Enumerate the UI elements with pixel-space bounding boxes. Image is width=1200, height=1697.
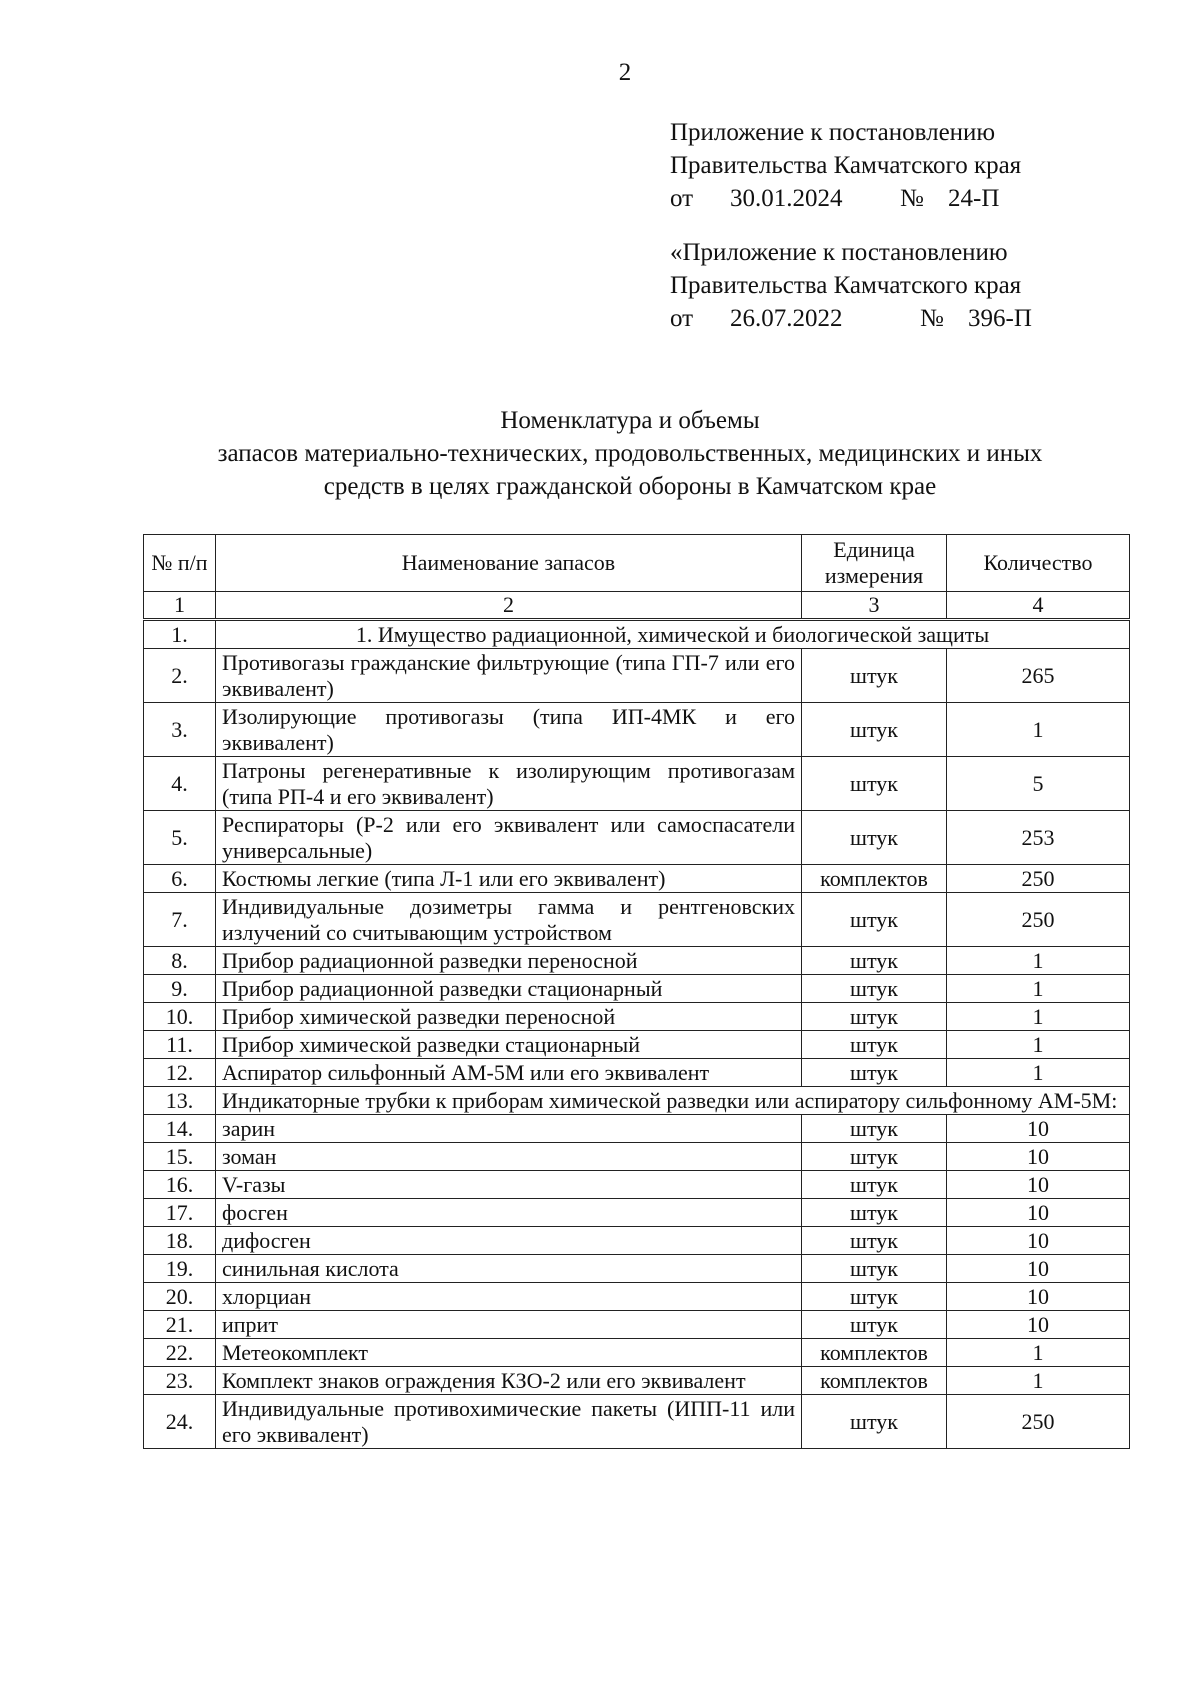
table-row bbox=[144, 1311, 1130, 1339]
item-unit: штук bbox=[802, 1143, 947, 1171]
page-number: 2 bbox=[618, 59, 632, 86]
table-row bbox=[144, 1003, 1130, 1031]
item-name: зарин bbox=[216, 1115, 802, 1143]
table-row bbox=[144, 865, 1130, 893]
stock-table bbox=[143, 534, 1130, 1449]
item-quantity: 1 bbox=[947, 1059, 1130, 1087]
item-quantity: 250 bbox=[947, 893, 1130, 947]
item-quantity: 1 bbox=[947, 947, 1130, 975]
appendix-current-number: 24-П bbox=[948, 185, 1000, 212]
column-number-2: 2 bbox=[216, 592, 802, 620]
appendix-current-reference bbox=[670, 182, 1021, 215]
subsection-row-no: 13. bbox=[144, 1087, 216, 1115]
row-number: 5. bbox=[144, 811, 216, 865]
table-row bbox=[144, 1227, 1130, 1255]
item-quantity: 1 bbox=[947, 1031, 1130, 1059]
row-number: 21. bbox=[144, 1311, 216, 1339]
item-name: фосген bbox=[216, 1199, 802, 1227]
table-row bbox=[144, 975, 1130, 1003]
item-unit: штук bbox=[802, 1395, 947, 1449]
item-name: Костюмы легкие (типа Л-1 или его эквивалент) bbox=[216, 865, 802, 893]
item-unit: штук bbox=[802, 757, 947, 811]
table-row bbox=[144, 757, 1130, 811]
header-no: № п/п bbox=[144, 535, 216, 592]
item-quantity: 10 bbox=[947, 1311, 1130, 1339]
row-number: 14. bbox=[144, 1115, 216, 1143]
item-unit: штук bbox=[802, 1171, 947, 1199]
table-row bbox=[144, 1339, 1130, 1367]
header-qty: Количество bbox=[947, 535, 1130, 592]
row-number: 24. bbox=[144, 1395, 216, 1449]
table-row bbox=[144, 1059, 1130, 1087]
row-number: 9. bbox=[144, 975, 216, 1003]
item-name: Прибор радиационной разведки стационарный bbox=[216, 975, 802, 1003]
item-unit: штук bbox=[802, 703, 947, 757]
item-unit: штук bbox=[802, 1003, 947, 1031]
table-column-numbers-row bbox=[144, 592, 1130, 620]
table-row bbox=[144, 1255, 1130, 1283]
item-unit: штук bbox=[802, 947, 947, 975]
row-number: 2. bbox=[144, 649, 216, 703]
item-unit: штук bbox=[802, 1031, 947, 1059]
appendix-current-line1: Приложение к постановлению bbox=[670, 119, 996, 146]
appendix-original-reference bbox=[670, 302, 1032, 335]
item-name: Прибор химической разведки стационарный bbox=[216, 1031, 802, 1059]
item-name: Аспиратор сильфонный АМ-5М или его эквивалент bbox=[216, 1059, 802, 1087]
appendix-original-ot: от bbox=[670, 305, 694, 332]
item-name: хлорциан bbox=[216, 1283, 802, 1311]
item-unit: штук bbox=[802, 1311, 947, 1339]
row-number: 20. bbox=[144, 1283, 216, 1311]
table-row bbox=[144, 1031, 1130, 1059]
item-unit: штук bbox=[802, 1283, 947, 1311]
table-row bbox=[144, 1367, 1130, 1395]
row-number: 19. bbox=[144, 1255, 216, 1283]
row-number: 3. bbox=[144, 703, 216, 757]
table-row bbox=[144, 1115, 1130, 1143]
item-quantity: 1 bbox=[947, 1367, 1130, 1395]
row-number: 15. bbox=[144, 1143, 216, 1171]
table-row bbox=[144, 1395, 1130, 1449]
table-row bbox=[144, 1143, 1130, 1171]
item-quantity: 253 bbox=[947, 811, 1130, 865]
item-quantity: 10 bbox=[947, 1171, 1130, 1199]
item-quantity: 5 bbox=[947, 757, 1130, 811]
table-row bbox=[144, 703, 1130, 757]
table-row bbox=[144, 893, 1130, 947]
item-name: Противогазы гражданские фильтрующие (типа ГП-7 или его эквивалент) bbox=[216, 649, 802, 703]
row-number: 18. bbox=[144, 1227, 216, 1255]
item-name: Прибор радиационной разведки переносной bbox=[216, 947, 802, 975]
item-quantity: 10 bbox=[947, 1227, 1130, 1255]
item-quantity: 10 bbox=[947, 1115, 1130, 1143]
item-unit: штук bbox=[802, 1059, 947, 1087]
item-quantity: 1 bbox=[947, 1003, 1130, 1031]
table-row bbox=[144, 947, 1130, 975]
document-title bbox=[140, 404, 1120, 503]
item-name: Прибор химической разведки переносной bbox=[216, 1003, 802, 1031]
item-name: Комплект знаков ограждения КЗО-2 или его эквивалент bbox=[216, 1367, 802, 1395]
table-row bbox=[144, 1283, 1130, 1311]
item-name: иприт bbox=[216, 1311, 802, 1339]
appendix-original-line2: Правительства Камчатского края bbox=[670, 272, 1022, 299]
row-number: 6. bbox=[144, 865, 216, 893]
item-quantity: 10 bbox=[947, 1283, 1130, 1311]
column-number-1: 1 bbox=[144, 592, 216, 620]
section-row-title: 1. Имущество радиационной, химической и биологической защиты bbox=[216, 620, 1130, 649]
appendix-current-no-sign: № bbox=[900, 185, 924, 212]
row-number: 7. bbox=[144, 893, 216, 947]
table-row bbox=[144, 649, 1130, 703]
section-row bbox=[144, 620, 1130, 649]
table-header-row bbox=[144, 535, 1130, 592]
item-quantity: 265 bbox=[947, 649, 1130, 703]
appendix-current-date: 30.01.2024 bbox=[730, 185, 843, 212]
title-line2: запасов материально-технических, продовольственных, медицинских и иных bbox=[217, 440, 1043, 467]
row-number: 11. bbox=[144, 1031, 216, 1059]
title-line3: средств в целях гражданской обороны в Камчатском крае bbox=[323, 473, 937, 500]
appendix-current bbox=[670, 116, 1021, 215]
item-quantity: 10 bbox=[947, 1143, 1130, 1171]
item-name: Индивидуальные дозиметры гамма и рентгеновских излучений со считывающим устройством bbox=[216, 893, 802, 947]
item-name: Патроны регенеративные к изолирующим противогазам (типа РП-4 и его эквивалент) bbox=[216, 757, 802, 811]
table-row bbox=[144, 1199, 1130, 1227]
table-row bbox=[144, 811, 1130, 865]
row-number: 10. bbox=[144, 1003, 216, 1031]
row-number: 4. bbox=[144, 757, 216, 811]
item-name: дифосген bbox=[216, 1227, 802, 1255]
item-unit: комплектов bbox=[802, 1367, 947, 1395]
item-name: Респираторы (Р-2 или его эквивалент или самоспасатели универсальные) bbox=[216, 811, 802, 865]
item-quantity: 10 bbox=[947, 1199, 1130, 1227]
header-unit: Единица измерения bbox=[802, 535, 947, 592]
stock-table-body bbox=[144, 620, 1130, 1449]
appendix-original-number: 396-П bbox=[968, 305, 1032, 332]
appendix-current-line2: Правительства Камчатского края bbox=[670, 152, 1022, 179]
item-unit: штук bbox=[802, 811, 947, 865]
item-unit: штук bbox=[802, 1227, 947, 1255]
item-quantity: 250 bbox=[947, 865, 1130, 893]
row-number: 12. bbox=[144, 1059, 216, 1087]
column-number-4: 4 bbox=[947, 592, 1130, 620]
subsection-row-title: Индикаторные трубки к приборам химической разведки или аспиратору сильфонному АМ-5М: bbox=[216, 1087, 1130, 1115]
item-unit: штук bbox=[802, 1255, 947, 1283]
title-line1: Номенклатура и объемы bbox=[500, 407, 760, 434]
column-number-3: 3 bbox=[802, 592, 947, 620]
appendix-original-line1: «Приложение к постановлению bbox=[670, 239, 1008, 266]
item-quantity: 1 bbox=[947, 1339, 1130, 1367]
item-name: V-газы bbox=[216, 1171, 802, 1199]
item-unit: комплектов bbox=[802, 865, 947, 893]
item-quantity: 10 bbox=[947, 1255, 1130, 1283]
header-name: Наименование запасов bbox=[216, 535, 802, 592]
item-name: зоман bbox=[216, 1143, 802, 1171]
item-unit: штук bbox=[802, 1199, 947, 1227]
item-quantity: 250 bbox=[947, 1395, 1130, 1449]
item-name: синильная кислота bbox=[216, 1255, 802, 1283]
section-row-no: 1. bbox=[144, 620, 216, 649]
row-number: 22. bbox=[144, 1339, 216, 1367]
row-number: 23. bbox=[144, 1367, 216, 1395]
item-unit: штук bbox=[802, 1115, 947, 1143]
item-unit: штук bbox=[802, 893, 947, 947]
appendix-original-no-sign: № bbox=[920, 305, 944, 332]
item-quantity: 1 bbox=[947, 975, 1130, 1003]
row-number: 8. bbox=[144, 947, 216, 975]
appendix-original-date: 26.07.2022 bbox=[730, 305, 843, 332]
item-unit: штук bbox=[802, 975, 947, 1003]
item-name: Изолирующие противогазы (типа ИП-4МК и его эквивалент) bbox=[216, 703, 802, 757]
appendix-original bbox=[670, 236, 1032, 335]
table-row bbox=[144, 1171, 1130, 1199]
subsection-row bbox=[144, 1087, 1130, 1115]
item-name: Индивидуальные противохимические пакеты (ИПП-11 или его эквивалент) bbox=[216, 1395, 802, 1449]
item-quantity: 1 bbox=[947, 703, 1130, 757]
row-number: 16. bbox=[144, 1171, 216, 1199]
item-unit: штук bbox=[802, 649, 947, 703]
row-number: 17. bbox=[144, 1199, 216, 1227]
item-name: Метеокомплект bbox=[216, 1339, 802, 1367]
item-unit: комплектов bbox=[802, 1339, 947, 1367]
appendix-current-ot: от bbox=[670, 185, 694, 212]
